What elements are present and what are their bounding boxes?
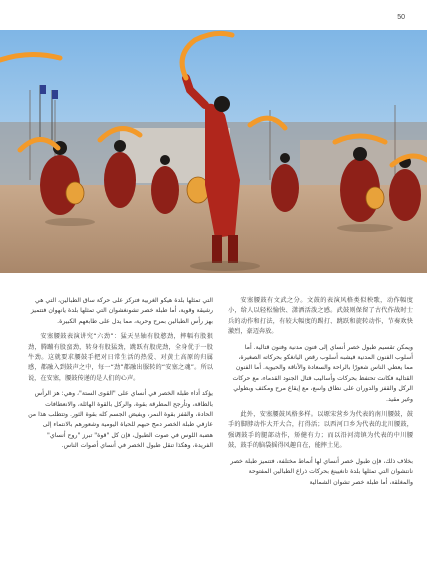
arabic-paragraph-1: التي تمثلها بلدة هيكو الغربية فتركز على حركة ساق الطبالين، التي هي رشيقة وقوية، أما طبلة خصر تشونغشوان التي تمثلها بلدة يانهوان فتتميز بهز رأس الطبالين بمرح وحرية، مما يدل على طابعهم الكبيرة. [30, 297, 213, 325]
chinese-paragraph-1: 安塞腰鼓表演讲究“六劲”：猛天呈轴有股憨劲，摔幅有股狠劲，腾蹦有股蛮劲，转身有股猛劲，跳跃有股虎劲，全身优于一股牛劲。这就要求腰鼓手把对日常生活的热爱、对黄土高原的归属感，都融入到鼓声之中，每一“劲”都融出服转的“安塞之魂”。所以说，在安塞，腰鼓传递的是人们的心声。 [28, 333, 213, 382]
chinese-paragraph-2: 安塞腰鼓有文武之分。文鼓的表演风格类似秧歌，动作幅度小，给人以轻松愉快、潇洒活泼之感。武鼓则保留了古代作战时士兵的动作和打法，有较大幅度的踢打、跳跃和旋转动作，节奏欢快激烈，豪迈奔放。 [228, 297, 413, 336]
left-column [28, 296, 213, 526]
page-number: 50 [397, 14, 405, 21]
right-column [228, 296, 413, 566]
drummers-photo [0, 30, 427, 273]
arabic-paragraph-2: يؤكد أداء طبلة الخصر في أنساي على "القوى الستة"، وهي: هز الرأس بالطاقة، وتأرجح المطرقة بقوة، والركل بالقوة الهائلة، والانعطافات الحادة، والقفز بقوة النمر، ويفيض الجسم كله بقوة الثور. وتتطلب هذا من عازفي طبلة الخصر دمج حبهم للحياة اليومية وشعورهم بالانتماء إلى هضبة اللوس في صوت الطبول، فإن كل "قوة" تبرز "روح أنساي" الفريدة، وهكذا تنقل طبول الخصر في أنساي أصوات الناس. [28, 390, 213, 450]
arabic-paragraph-3: ويمكن تقسيم طبول خصر أنساي إلى فنون مدنية وفنون قتالية. أما أسلوب الفنون المدنية فيشبه أسلوب رقص اليانغكو بحركاته الصغيرة، مما يعطي الناس شعورًا بالراحة والسعادة والأناقة والحيوية. أما الفنون القتالية فكانت تحتفظ بحركات وأساليب قتال الجنود القدماء، مع حركات الركل والقفز والدوران على نطاق واسع، مع إيقاع مرح ومكثف وبطولي وغير مقيد. [232, 343, 413, 403]
arabic-paragraph-4: بخلاف ذلك، فإن طبول خصر أنساي لها أنماط مختلفة، فتتميز طبلة خصر نانتشوان التي تمثلها بلدة تانغيينغ بحركات ذراع الطبالين المفتوحة والمغلقة، أما طبلة خصر تشوان الشمالية [230, 457, 413, 486]
chinese-paragraph-3: 此外，安塞腰鼓风格多样。以塬宋营乡为代表的南川腰鼓，鼓手的脚脖动作大开大合，打得活；以西河口乡为代表的北川腰鼓，强调鼓手的腿部动作，矫健有力；而以沿河湾镇为代表的中川腰鼓，鼓手的脑袋摇得风趣自在，能摔土见。 [228, 411, 413, 450]
